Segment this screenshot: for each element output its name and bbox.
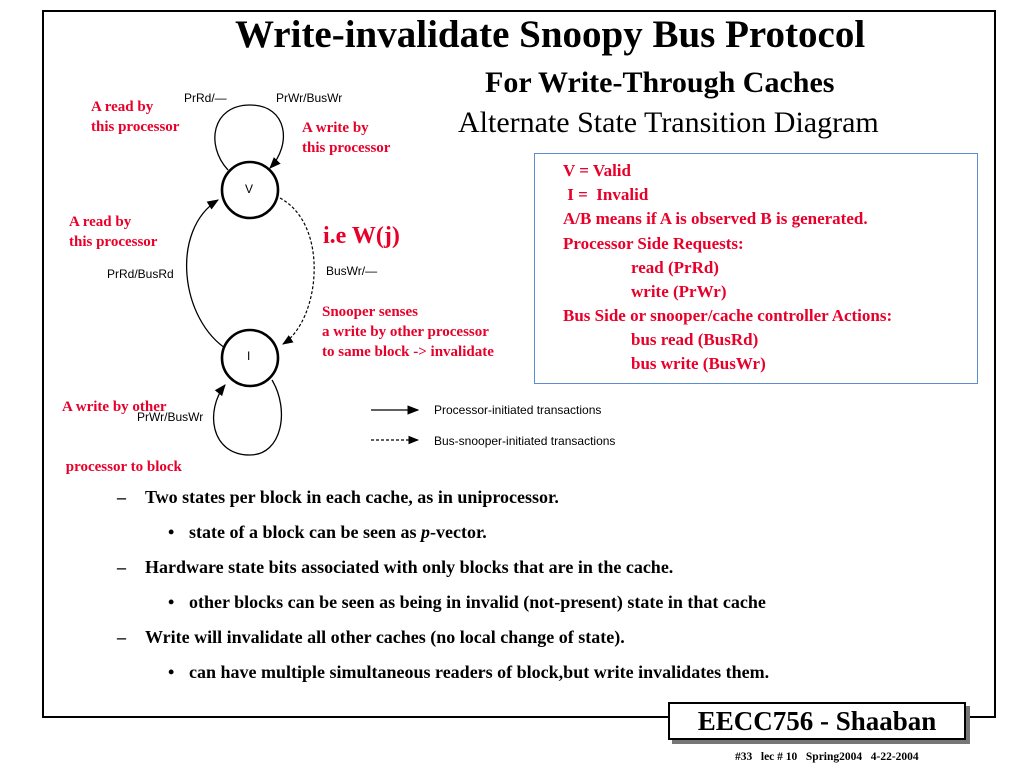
v-loop-write-label: PrWr/BusWr <box>276 91 343 105</box>
key-invalid: I = Invalid <box>563 185 649 204</box>
v-to-i-label: BusWr/— <box>326 264 378 278</box>
v-loop-read-label: PrRd/— <box>184 91 227 105</box>
course-footer-badge: EECC756 - Shaaban <box>668 702 966 740</box>
bullet-5-text: Write will invalidate all other caches (no local change of state). <box>145 627 625 647</box>
key-bus-write: bus write (BusWr) <box>631 354 766 373</box>
slide-title: Write-invalidate Snoopy Bus Protocol <box>235 13 866 56</box>
i-loop-label: PrWr/BusWr <box>137 410 204 424</box>
state-v-label: V <box>245 182 254 196</box>
bullet-3-marker: – <box>117 557 126 577</box>
bullet-6-text: can have multiple simultaneous readers of block,but write invalidates them. <box>189 662 770 682</box>
i-to-v-label: PrRd/BusRd <box>107 267 174 281</box>
bullet-4-text: other blocks can be seen as being in invalid (not-present) state in that cache <box>189 592 766 612</box>
key-bus-read: bus read (BusRd) <box>631 330 759 349</box>
slide-subtitle-2: Alternate State Transition Diagram <box>458 106 879 139</box>
snooper-note: Snooper senses a write by other processor to same block -> invalidate <box>322 304 494 360</box>
bullet-1-marker: – <box>117 487 126 507</box>
key-processor-heading: Processor Side Requests: <box>563 234 744 253</box>
bullet-1-text: Two states per block in each cache, as in uniprocessor. <box>145 487 559 507</box>
slide-info-footnote: #33 lec # 10 Spring2004 4-22-2004 <box>735 751 919 763</box>
i-to-v-edge <box>187 200 228 350</box>
key-read: read (PrRd) <box>631 258 719 277</box>
key-valid: V = Valid <box>563 161 631 180</box>
bullet-5-marker: – <box>117 627 126 647</box>
legend-processor-label: Processor-initiated transactions <box>434 403 602 417</box>
i-loop-note: A write by other processor to block <box>62 399 182 475</box>
bullet-2-marker: • <box>168 522 175 542</box>
i-to-v-note: A read by this processor <box>69 214 158 250</box>
bullet-2-text: state of a block can be seen as p-vector. <box>189 522 487 542</box>
v-to-i-edge <box>280 198 314 344</box>
legend-snooper-label: Bus-snooper-initiated transactions <box>434 434 616 448</box>
v-self-loop-edge <box>215 105 284 170</box>
bullet-3-text: Hardware state bits associated with only blocks that are in the cache. <box>145 557 674 577</box>
bullet-6-marker: • <box>168 662 175 682</box>
slide-subtitle: For Write-Through Caches <box>485 66 835 99</box>
v-loop-read-note: A read by this processor <box>91 99 180 135</box>
write-j-emphasis: i.e W(j) <box>323 223 400 249</box>
i-self-loop-edge <box>214 380 282 455</box>
key-ab-meaning: A/B means if A is observed B is generated. <box>563 209 868 228</box>
v-loop-write-note: A write by this processor <box>302 120 391 156</box>
key-write: write (PrWr) <box>631 282 727 301</box>
bullet-4-marker: • <box>168 592 175 612</box>
state-i-label: I <box>247 349 251 363</box>
key-bus-heading: Bus Side or snooper/cache controller Actions: <box>563 306 893 325</box>
